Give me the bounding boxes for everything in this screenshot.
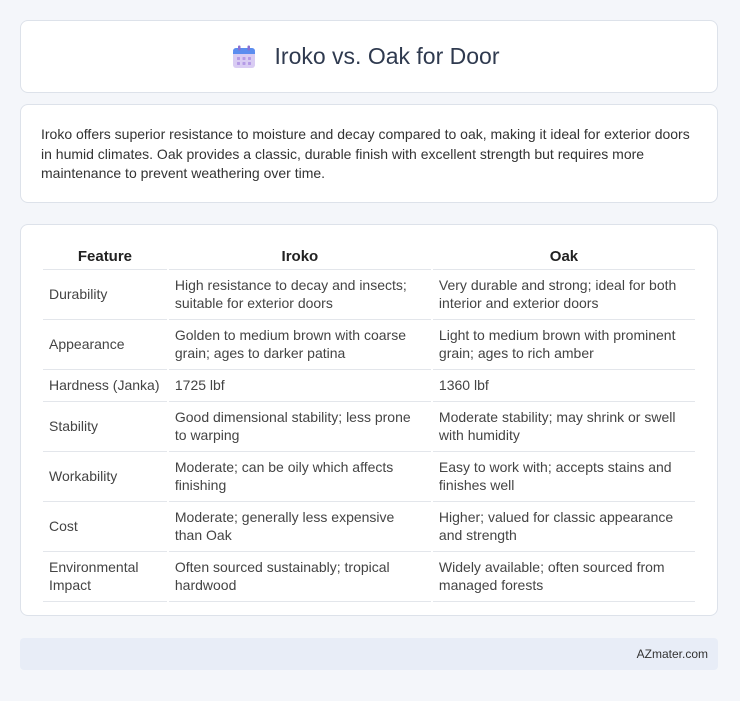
table-row	[43, 320, 695, 370]
calendar-icon	[231, 44, 257, 70]
iroko-cell: Moderate; can be oily which affects finishing	[169, 452, 431, 502]
title-wrap	[231, 43, 500, 70]
feature-cell: Appearance	[43, 320, 167, 370]
comparison-table	[41, 245, 697, 602]
column-header-oak: Oak	[433, 245, 695, 270]
table-row	[43, 552, 695, 602]
feature-cell: Workability	[43, 452, 167, 502]
feature-cell: Hardness (Janka)	[43, 370, 167, 402]
oak-cell: Very durable and strong; ideal for both interior and exterior doors	[433, 270, 695, 320]
iroko-cell: Moderate; generally less expensive than Oak	[169, 502, 431, 552]
feature-cell: Durability	[43, 270, 167, 320]
oak-cell: 1360 lbf	[433, 370, 695, 402]
oak-cell: Easy to work with; accepts stains and finishes well	[433, 452, 695, 502]
oak-cell: Higher; valued for classic appearance and strength	[433, 502, 695, 552]
column-header-iroko: Iroko	[169, 245, 431, 270]
iroko-cell: 1725 lbf	[169, 370, 431, 402]
table-row	[43, 402, 695, 452]
footer-bar	[20, 638, 718, 670]
oak-cell: Light to medium brown with prominent grain; ages to rich amber	[433, 320, 695, 370]
table-header-row	[43, 245, 695, 270]
table-row	[43, 370, 695, 402]
iroko-cell: Good dimensional stability; less prone to warping	[169, 402, 431, 452]
table-row	[43, 502, 695, 552]
feature-cell: Cost	[43, 502, 167, 552]
oak-cell: Widely available; often sourced from managed forests	[433, 552, 695, 602]
iroko-cell: High resistance to decay and insects; suitable for exterior doors	[169, 270, 431, 320]
oak-cell: Moderate stability; may shrink or swell with humidity	[433, 402, 695, 452]
footer-brand: AZmater.com	[636, 647, 708, 661]
page-title: Iroko vs. Oak for Door	[274, 43, 500, 69]
iroko-cell: Often sourced sustainably; tropical hardwood	[169, 552, 431, 602]
iroko-cell: Golden to medium brown with coarse grain; ages to darker patina	[169, 320, 431, 370]
title-card	[20, 20, 718, 93]
table-row	[43, 452, 695, 502]
table-row	[43, 270, 695, 320]
feature-cell: Stability	[43, 402, 167, 452]
feature-cell: Environmental Impact	[43, 552, 167, 602]
summary-card	[20, 104, 718, 203]
comparison-table-card	[20, 224, 718, 616]
column-header-feature: Feature	[43, 245, 167, 270]
summary-text: Iroko offers superior resistance to moisture and decay compared to oak, making it ideal for exterior doors in humid climates. Oak provides a classic, durable finish with excellent strength but requires more maintenance to prevent weathering over time.	[41, 126, 690, 181]
